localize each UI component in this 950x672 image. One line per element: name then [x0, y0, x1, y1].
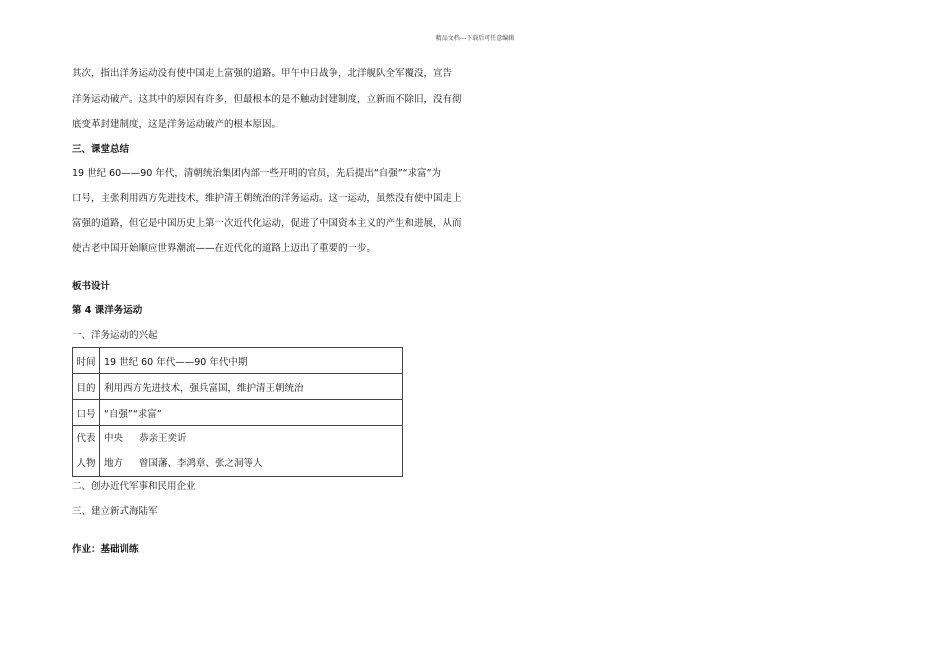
table-value-time: 19 世纪 60 年代——90 年代中期 — [100, 348, 403, 374]
board-design-heading: 板书设计 — [72, 281, 111, 292]
summary-table — [72, 347, 403, 477]
outline-item-3: 三、建立新式海陆军 — [72, 506, 158, 517]
rep-key-line-1: 代表 — [76, 433, 96, 444]
table-value-representatives — [100, 426, 403, 477]
local-label: 地方 — [104, 458, 124, 469]
table-value-goal: 利用西方先进技术，强兵富国，维护清王朝统治 — [100, 374, 403, 400]
paragraph-line: 底变革封建制度，这是洋务运动破产的根本原因。 — [72, 119, 282, 130]
outline-item-2: 二、创办近代军事和民用企业 — [72, 481, 196, 492]
table-key-goal: 目的 — [73, 374, 100, 400]
rep-local-line — [104, 451, 398, 476]
table-row — [73, 348, 403, 374]
central-label: 中央 — [104, 433, 124, 444]
table-row — [73, 426, 403, 477]
central-value: 恭亲王奕䜣 — [139, 433, 187, 444]
table-row — [73, 400, 403, 426]
paragraph-line: 使古老中国开始顺应世界潮流——在近代化的道路上迈出了重要的一步。 — [72, 243, 377, 254]
outline-item-1: 一、洋务运动的兴起 — [72, 330, 158, 341]
page-header: 精品文档---下载后可任意编辑 — [435, 35, 515, 42]
table-key-representatives — [73, 426, 100, 477]
table-value-slogan: “自强”“求富” — [100, 400, 403, 426]
table-key-slogan: 口号 — [73, 400, 100, 426]
paragraph-line: 洋务运动破产。这其中的原因有许多，但最根本的是不触动封建制度，立新而不除旧，没有彻 — [72, 94, 462, 105]
homework-heading: 作业：基础训练 — [72, 544, 139, 555]
paragraph-line: 19 世纪 60——90 年代，清朝统治集团内部一些开明的官员，先后提出“自强”“求富”为 — [72, 168, 442, 179]
paragraph-line: 富强的道路，但它是中国历史上第一次近代化运动，促进了中国资本主义的产生和进展，从而 — [72, 218, 462, 229]
paragraph-line: 口号，主张利用西方先进技术，维护清王朝统治的洋务运动。这一运动，虽然没有使中国走上 — [72, 193, 462, 204]
table-key-time: 时间 — [73, 348, 100, 374]
lesson-title: 第 4 课洋务运动 — [72, 305, 143, 316]
section-heading-summary: 三、课堂总结 — [72, 144, 130, 155]
table-row — [73, 374, 403, 400]
rep-central-line — [104, 426, 398, 451]
rep-key-line-2: 人物 — [76, 458, 96, 469]
paragraph-line: 其次，指出洋务运动没有使中国走上富强的道路。甲午中日战争，北洋舰队全军覆没，宣告 — [72, 68, 453, 79]
local-value: 曾国藩、李鸿章、张之洞等人 — [139, 458, 263, 469]
